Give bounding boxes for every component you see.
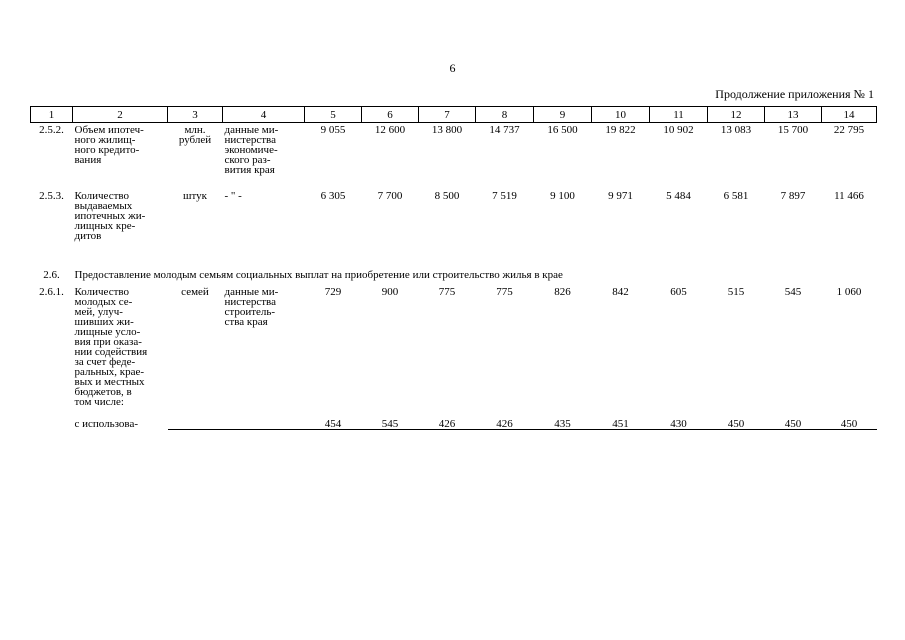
header-cell: 12	[708, 107, 765, 123]
value-cell: 454	[305, 419, 362, 430]
value-cell: 775	[496, 286, 513, 298]
value-cell: 842	[612, 286, 629, 298]
data-table	[30, 106, 877, 430]
header-cell: 3	[168, 107, 223, 123]
value-cell: 6 305	[320, 190, 346, 202]
row-source: данные ми- нистерства строитель- ства края	[224, 286, 279, 328]
table-row	[31, 189, 877, 267]
header-cell: 1	[31, 107, 73, 123]
value-cell: 775	[438, 286, 456, 298]
header-cell: 8	[476, 107, 534, 123]
header-cell: 7	[419, 107, 476, 123]
value-cell: 545	[784, 286, 802, 298]
table-row	[31, 123, 877, 190]
value-cell: 9 100	[550, 190, 575, 202]
table-row	[31, 285, 877, 419]
value-cell: 22 795	[833, 124, 865, 136]
row-unit: млн. рублей	[178, 124, 212, 146]
sub-row	[31, 419, 877, 430]
value-cell: 16 500	[547, 124, 578, 136]
row-name: Количество молодых се- мей, улуч- шивших жи- лищные усло- вия при оказа- нии содействия за счет феде- ральных, крае- вых и местных бюджетов, в том числе:	[74, 286, 148, 408]
value-cell: 430	[650, 419, 708, 430]
header-cell: 6	[362, 107, 419, 123]
header-cell: 14	[822, 107, 877, 123]
value-cell: 426	[476, 419, 534, 430]
value-cell: 14 737	[489, 124, 520, 136]
value-cell: 9 055	[320, 124, 346, 136]
header-cell: 4	[223, 107, 305, 123]
continuation-label: Продолжение приложения № 1	[715, 87, 874, 101]
row-code: 2.5.3.	[39, 190, 64, 202]
value-cell: 6 581	[723, 190, 749, 202]
header-cell: 9	[534, 107, 592, 123]
header-cell: 11	[650, 107, 708, 123]
row-code: 2.5.2.	[39, 124, 64, 136]
value-cell: 450	[765, 419, 822, 430]
value-cell: 451	[592, 419, 650, 430]
value-cell: 7 519	[492, 190, 517, 202]
value-cell: 435	[534, 419, 592, 430]
value-cell: 11 466	[834, 190, 864, 202]
value-cell: 8 500	[434, 190, 460, 202]
value-cell: 10 902	[663, 124, 694, 136]
value-cell: 15 700	[777, 124, 809, 136]
value-cell: 9 971	[608, 190, 633, 202]
header-row	[31, 107, 877, 123]
header-cell: 13	[765, 107, 822, 123]
value-cell: 13 083	[720, 124, 752, 136]
section-row	[31, 267, 877, 285]
value-cell: 450	[708, 419, 765, 430]
sub-row-unit	[168, 419, 223, 430]
section-code: 2.6.	[43, 269, 60, 281]
value-cell: 826	[554, 286, 571, 298]
sub-row-name: с использова-	[74, 418, 139, 430]
row-source: - " -	[224, 190, 242, 202]
value-cell: 1 060	[836, 286, 862, 298]
value-cell: 729	[324, 286, 342, 298]
row-source: данные ми- нистерства экономиче- ского раз- вития края	[224, 124, 279, 176]
sub-row-code	[31, 419, 73, 430]
value-cell: 450	[822, 419, 877, 430]
value-cell: 13 800	[431, 124, 463, 136]
row-unit: штук	[183, 190, 207, 202]
page-number: 6	[449, 61, 456, 75]
value-cell: 19 822	[605, 124, 636, 136]
value-cell: 515	[727, 286, 745, 298]
header-cell: 10	[592, 107, 650, 123]
header-cell: 2	[73, 107, 168, 123]
section-title: Предоставление молодым семьям социальных выплат на приобретение или строительство жилья в крае	[74, 269, 563, 281]
table-body	[31, 123, 877, 430]
row-name: Количество выдаваемых ипотечных жи- лищных кре- дитов	[74, 190, 146, 242]
value-cell: 426	[419, 419, 476, 430]
row-name: Объем ипотеч- ного жилищ- ного кредито- вания	[74, 124, 144, 166]
value-cell: 12 600	[374, 124, 406, 136]
header-cell: 5	[305, 107, 362, 123]
value-cell: 900	[381, 286, 399, 298]
value-cell: 7 700	[377, 190, 403, 202]
value-cell: 7 897	[780, 190, 806, 202]
row-unit: семей	[181, 286, 209, 298]
value-cell: 5 484	[666, 190, 691, 202]
value-cell: 545	[362, 419, 419, 430]
value-cell: 605	[670, 286, 687, 298]
sub-row-source	[223, 419, 305, 430]
row-code: 2.6.1.	[39, 286, 64, 298]
